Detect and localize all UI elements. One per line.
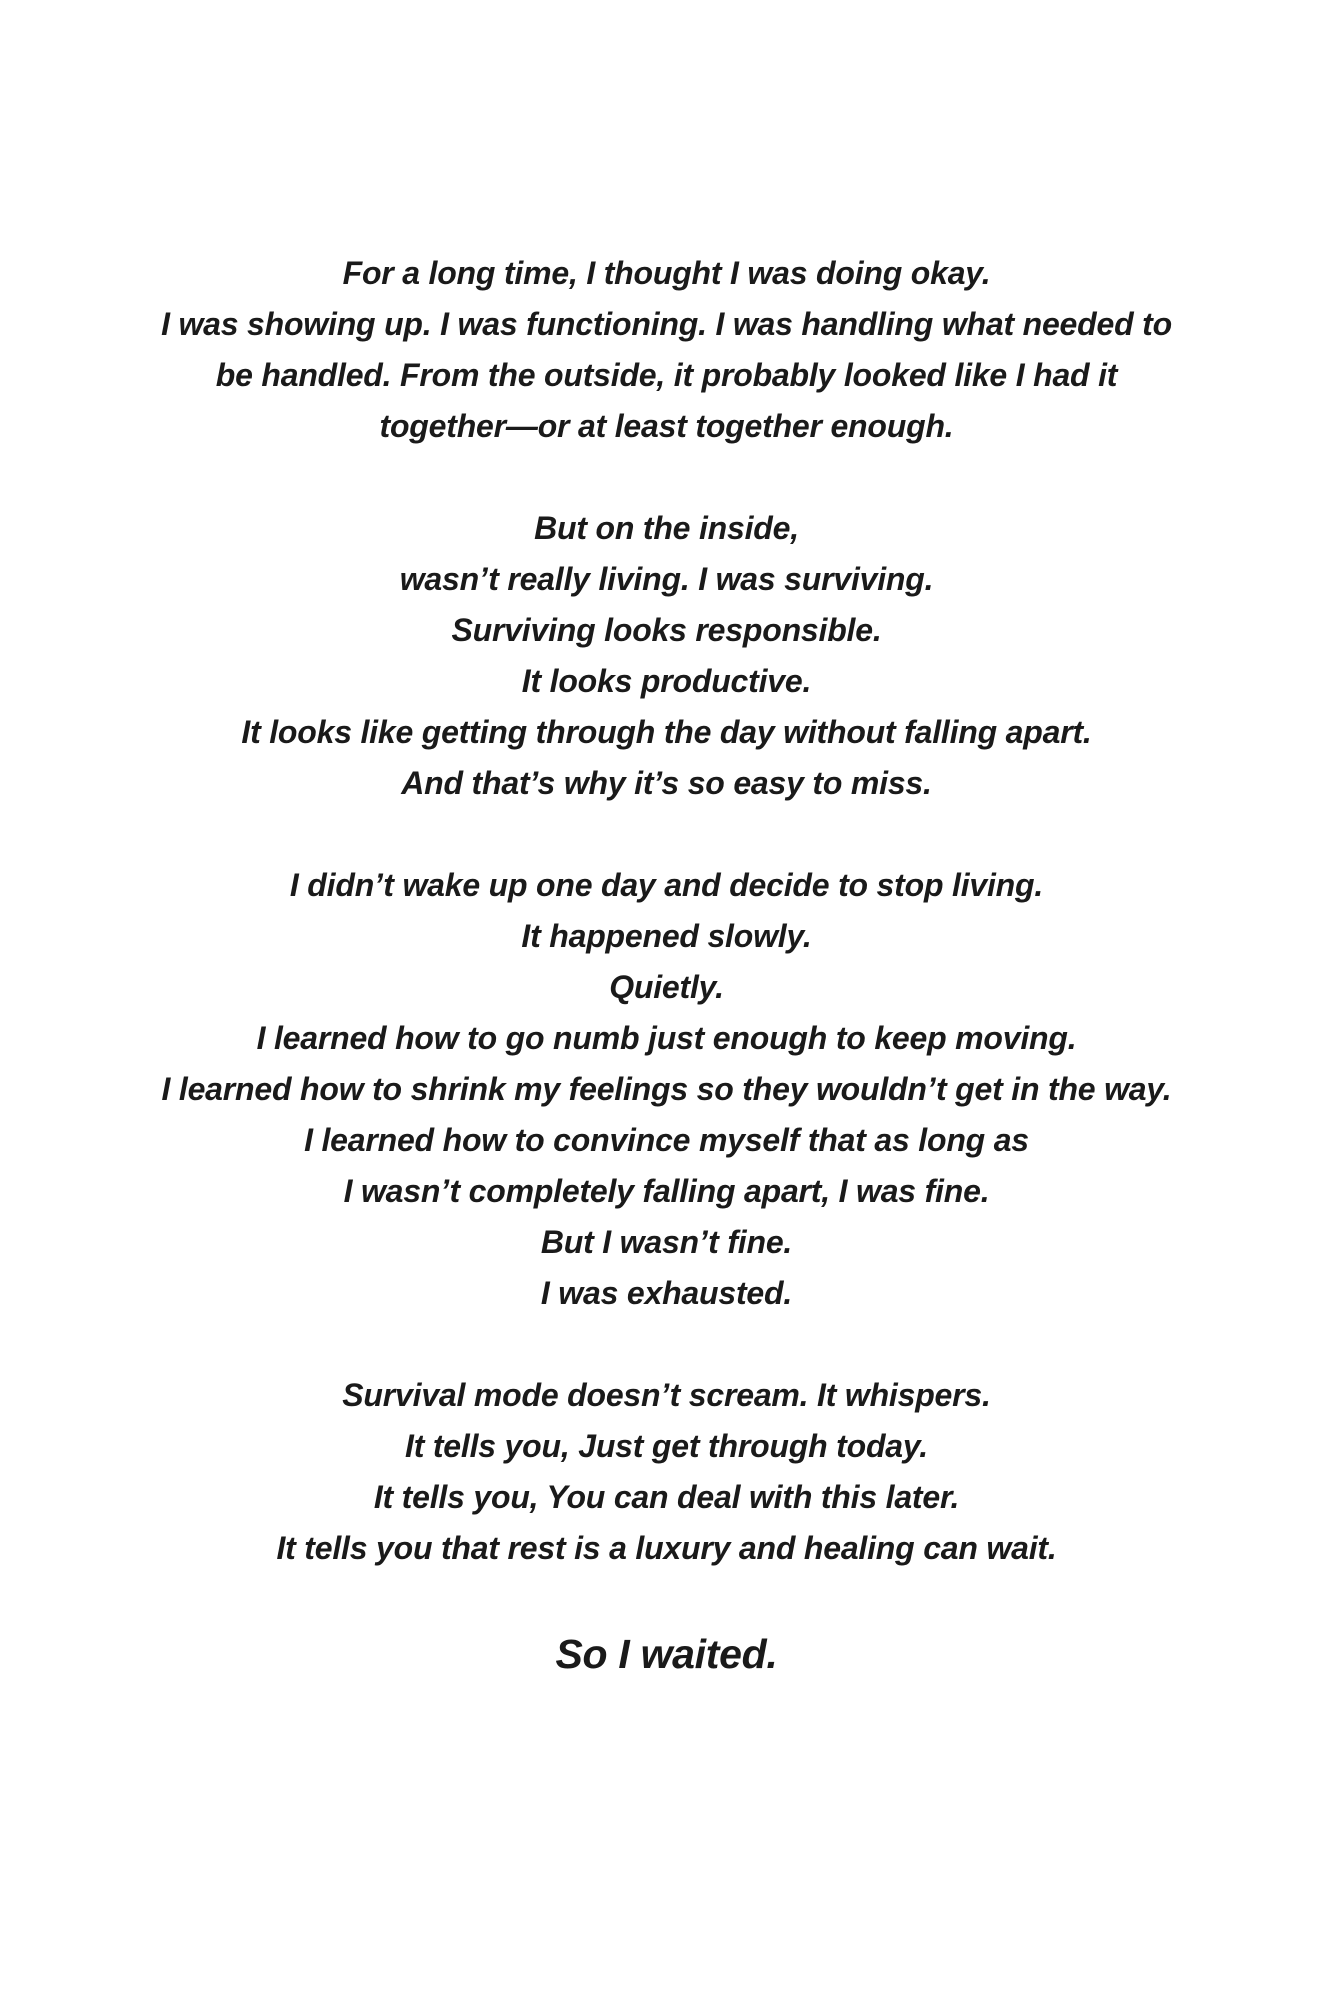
text-line: I was exhausted. [540, 1275, 793, 1311]
text-line: I wasn’t completely falling apart, I was fine. [343, 1173, 990, 1209]
closing-line: So I waited. [555, 1631, 778, 1677]
text-line: It tells you, You can deal with this later. [373, 1479, 960, 1515]
text-line: I learned how to convince myself that as long as [304, 1122, 1029, 1158]
text-line: together—or at least together enough. [379, 408, 954, 444]
text-line: wasn’t really living. I was surviving. [399, 561, 934, 597]
text-line: And that’s why it’s so easy to miss. [401, 765, 932, 801]
text-line: It looks like getting through the day without falling apart. [241, 714, 1092, 750]
text-line: For a long time, I thought I was doing okay. [342, 255, 991, 291]
stanza-3 [0, 860, 1333, 1319]
text-line: But on the inside, [534, 510, 799, 546]
text-line: Survival mode doesn’t scream. It whispers. [342, 1377, 991, 1413]
text-line: It tells you, Just get through today. [405, 1428, 928, 1464]
text-line: I learned how to shrink my feelings so they wouldn’t get in the way. [161, 1071, 1172, 1107]
text-line: But I wasn’t fine. [540, 1224, 793, 1260]
text-line: I was showing up. I was functioning. I was handling what needed to [161, 306, 1172, 342]
text-line: It looks productive. [521, 663, 812, 699]
stanza-4 [0, 1370, 1333, 1574]
stanza-2 [0, 503, 1333, 809]
text-line: It tells you that rest is a luxury and healing can wait. [276, 1530, 1057, 1566]
stanza-1 [0, 248, 1333, 452]
text-line: be handled. From the outside, it probably looked like I had it [215, 357, 1118, 393]
text-line: It happened slowly. [521, 918, 812, 954]
text-line: Quietly. [609, 969, 724, 1005]
text-line: I learned how to go numb just enough to keep moving. [256, 1020, 1077, 1056]
text-line: Surviving looks responsible. [451, 612, 882, 648]
body-text [0, 248, 1333, 1574]
text-line: I didn’t wake up one day and decide to stop living. [289, 867, 1044, 903]
